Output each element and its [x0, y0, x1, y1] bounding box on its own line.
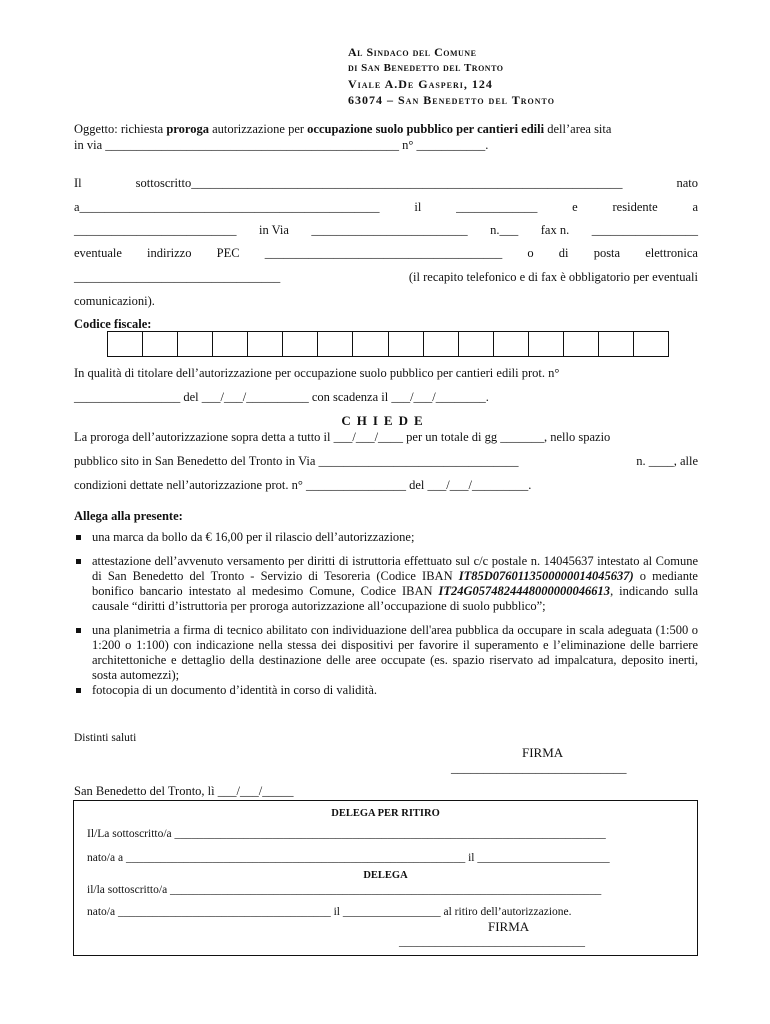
word: eventuale — [74, 246, 122, 260]
request-street: pubblico sito in San Benedetto del Tronto in Via ________________________________ — [74, 454, 519, 468]
declarant-row-5 — [74, 270, 698, 285]
word: Il — [74, 176, 82, 190]
word: indirizzo — [147, 246, 192, 260]
greetings: Distinti saluti — [74, 732, 137, 744]
word: PEC — [216, 246, 240, 260]
phone-note: (il recapito telefonico e di fax è obbligatorio per eventuali — [408, 270, 698, 284]
tax-code-cell[interactable] — [248, 332, 283, 356]
tax-code-cell[interactable] — [213, 332, 248, 356]
attachments-heading: Allega alla presente: — [74, 509, 183, 523]
word: il — [414, 200, 422, 214]
tax-code-cell[interactable] — [529, 332, 564, 356]
delegation-line-3[interactable]: il/la sottoscritto/a ___________________________________________________________________________ — [87, 884, 602, 896]
tax-code-cell[interactable] — [318, 332, 353, 356]
signature-line[interactable]: ___________________________ — [451, 760, 627, 775]
delegation-line-4[interactable]: nato/a _____________________________________ il _________________ al ritiro dell’autorizzazione. — [87, 906, 572, 918]
iban-postal: IT85D0760113500000014045637) — [458, 569, 634, 583]
delegation-signature-line[interactable]: _______________________________ — [399, 934, 585, 948]
delegation-line-2[interactable]: nato/a a ___________________________________________________________ il _______________________ — [87, 852, 610, 864]
address-line-1: Al Sindaco del Comune — [348, 45, 477, 59]
tax-code-cell[interactable] — [634, 332, 668, 356]
subject-suffix: dell’area sita — [544, 122, 612, 136]
address-line-2: di San Benedetto del Tronto — [348, 62, 504, 74]
declarant-row-4 — [74, 246, 698, 261]
word: in Via — [258, 223, 289, 237]
declarant-row-2 — [74, 200, 698, 215]
tax-code-grid[interactable] — [107, 331, 669, 357]
iban-bank: IT24G0574824448000000046613 — [438, 584, 611, 598]
quality-line-1 — [74, 366, 698, 381]
word: a — [692, 200, 698, 214]
payment-text-2: o mediante bonifico bancario intestato al medesimo Comune, Codice IBAN — [92, 569, 698, 598]
pec-field[interactable]: ______________________________________ — [264, 246, 503, 260]
word: elettronica — [645, 246, 698, 260]
birthplace-field[interactable]: a________________________________________________ — [74, 200, 380, 214]
attachments-list — [74, 530, 698, 698]
word: residente — [612, 200, 658, 214]
payment-text-1: attestazione dell’avvenuto versamento per diritti di istruttoria effettuato sul c/c postale n. 14045637 intestato al Comune di San Benedetto del Tronto - Servizio di Tesoreria (Codice IBAN — [92, 554, 698, 583]
declarant-row-6: comunicazioni). — [74, 294, 155, 308]
word: o — [527, 246, 534, 260]
tax-code-cell[interactable] — [389, 332, 424, 356]
declarant-row-3 — [74, 223, 698, 238]
residence-field[interactable]: __________________________ — [74, 223, 237, 237]
attachment-payment — [74, 554, 698, 614]
tax-code-cell[interactable] — [143, 332, 178, 356]
tax-code-cell[interactable] — [424, 332, 459, 356]
tax-code-cell[interactable] — [108, 332, 143, 356]
delegation-title: DELEGA PER RITIRO — [331, 808, 440, 819]
birthdate-field[interactable]: _____________ — [456, 200, 538, 214]
fax-field[interactable]: _________________ — [591, 223, 698, 237]
subject-prefix: Oggetto: richiesta — [74, 122, 167, 136]
delegation-line-1[interactable]: Il/La sottoscritto/a ___________________________________________________________________________ — [87, 828, 606, 840]
word: di — [558, 246, 569, 260]
word: nato — [676, 176, 698, 190]
street-field[interactable]: _________________________ — [311, 223, 468, 237]
quality-text: In qualità di titolare dell’autorizzazione per occupazione suolo pubblico per cantieri edili prot. n° — [74, 366, 560, 380]
place-date[interactable]: San Benedetto del Tronto, lì ___/___/_____ — [74, 784, 294, 798]
tax-code-cell[interactable] — [599, 332, 634, 356]
subject-proroga: proroga — [166, 122, 209, 136]
tax-code-cell[interactable] — [459, 332, 494, 356]
word: fax n. — [540, 223, 570, 237]
request-heading: CHIEDE — [341, 413, 429, 428]
word: posta — [593, 246, 621, 260]
number-field[interactable]: n.___ — [490, 223, 519, 237]
word: e — [572, 200, 578, 214]
delegation-subtitle: DELEGA — [363, 870, 408, 881]
subject-mid: autorizzazione per — [208, 122, 308, 136]
email-field[interactable]: _________________________________ — [74, 270, 281, 284]
payment-text-3: , indicando sulla causale “diritti d’istruttoria per proroga autorizzazione all’occupazione di suolo pubblico”; — [92, 584, 698, 613]
request-line-2 — [74, 454, 698, 469]
address-line-4: 63074 – San Benedetto del Tronto — [348, 93, 555, 107]
request-number: n. ____, alle — [636, 454, 698, 468]
attachment-stamp: una marca da bollo da € 16,00 per il rilascio dell’autorizzazione; — [74, 530, 698, 545]
attachment-id: fotocopia di un documento d’identità in corso di validità. — [74, 683, 698, 698]
tax-code-cell[interactable] — [564, 332, 599, 356]
delegation-signature-label: FIRMA — [488, 919, 530, 934]
request-line-1: La proroga dell’autorizzazione sopra detta a tutto il ___/___/____ per un totale di gg _______, nello spazio — [74, 430, 611, 444]
tax-code-cell[interactable] — [494, 332, 529, 356]
signature-label: FIRMA — [522, 745, 564, 760]
recipient-address — [348, 44, 555, 108]
subject-occupation: occupazione suolo pubblico per cantieri edili — [307, 122, 545, 136]
tax-code-label: Codice fiscale: — [74, 317, 152, 331]
name-field[interactable]: sottoscritto_____________________________________________________________________ — [135, 176, 623, 190]
request-line-3: condizioni dettate nell’autorizzazione prot. n° ________________ del ___/___/_________. — [74, 478, 532, 492]
quality-line-2: _________________ del ___/___/__________ con scadenza il ___/___/________. — [74, 390, 489, 404]
subject-line-2: in via _______________________________________________ n° ___________. — [74, 138, 489, 152]
tax-code-cell[interactable] — [283, 332, 318, 356]
address-line-3: Viale A.De Gasperi, 124 — [348, 77, 493, 91]
declarant-row-1 — [74, 176, 698, 191]
tax-code-cell[interactable] — [178, 332, 213, 356]
subject-line-1 — [74, 122, 698, 137]
attachment-plan: una planimetria a firma di tecnico abilitato con individuazione dell'area pubblica da occupare in scala adeguata (1:500 o 1:200 o 1:100) con indicazione nella stessa dei dispositivi per favorire il superamento e l’eliminazione delle barriere architettoniche e dettaglio della destinazione delle aree occupate (es. spazio riservato ad impalcatura, deposito inerti, sosta automezzi); — [74, 623, 698, 683]
tax-code-cell[interactable] — [353, 332, 388, 356]
